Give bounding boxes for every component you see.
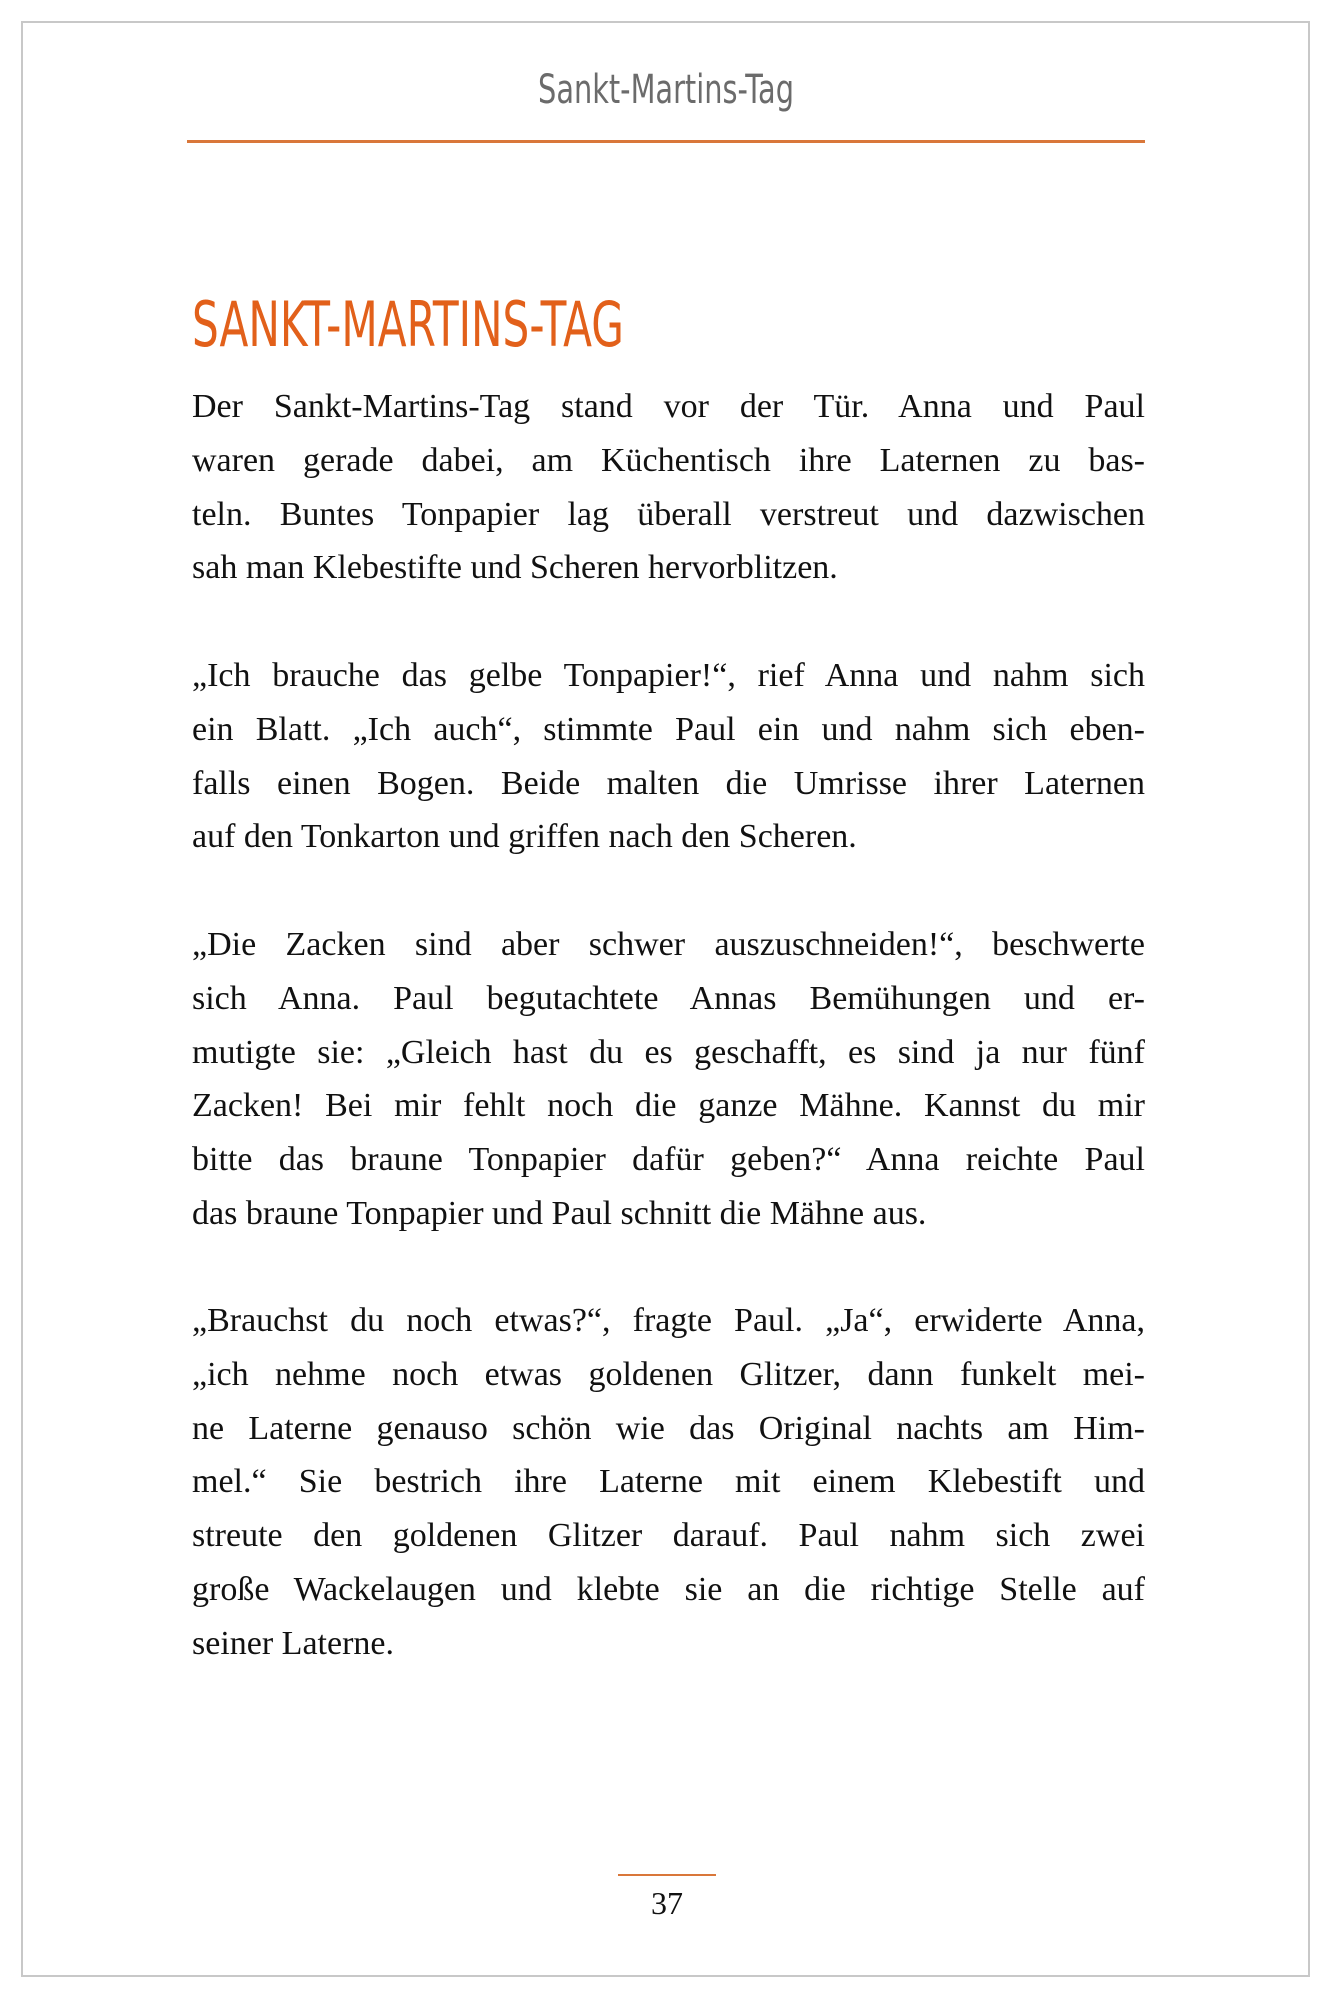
text-line: auf den Tonkarton und griffen nach den Scheren. bbox=[192, 818, 857, 856]
header-rule bbox=[187, 140, 1145, 143]
text-line: „Ich brauche das gelbe Tonpapier!“, rief Anna und nahm sich bbox=[192, 657, 1145, 694]
text-line: seiner Laterne. bbox=[192, 1624, 394, 1662]
text-line: „Die Zacken sind aber schwer auszuschneiden!“, beschwerte bbox=[192, 926, 1145, 963]
text-line: große Wackelaugen und klebte sie an die richtige Stelle auf bbox=[192, 1570, 1145, 1608]
running-head: Sankt-Martins-Tag bbox=[538, 67, 794, 113]
text-line: waren gerade dabei, am Küchentisch ihre Laternen zu bas- bbox=[192, 441, 1145, 479]
text-line: falls einen Bogen. Beide malten die Umrisse ihrer Laternen bbox=[192, 764, 1145, 802]
text-line: sich Anna. Paul begutachtete Annas Bemühungen und er- bbox=[192, 979, 1145, 1017]
text-line: mel.“ Sie bestrich ihre Laterne mit einem Klebestift und bbox=[192, 1463, 1145, 1501]
text-line: das braune Tonpapier und Paul schnitt die Mähne aus. bbox=[192, 1194, 927, 1232]
footer-rule bbox=[618, 1874, 716, 1876]
text-line: teln. Buntes Tonpapier lag überall verstreut und dazwischen bbox=[192, 495, 1145, 533]
paragraph-2 bbox=[192, 649, 1145, 864]
paragraph-3 bbox=[192, 918, 1145, 1241]
text-line: ein Blatt. „Ich auch“, stimmte Paul ein und nahm sich eben- bbox=[192, 710, 1145, 748]
text-line: Zacken! Bei mir fehlt noch die ganze Mähne. Kannst du mir bbox=[192, 1087, 1145, 1125]
page-number: 37 bbox=[651, 1885, 683, 1921]
text-line: ne Laterne genauso schön wie das Original nachts am Him- bbox=[192, 1409, 1145, 1447]
text-line: mutigte sie: „Gleich hast du es geschafft, es sind ja nur fünf bbox=[192, 1033, 1145, 1071]
text-line: „Brauchst du noch etwas?“, fragte Paul. „Ja“, erwiderte Anna, bbox=[192, 1302, 1145, 1339]
chapter-title: SANKT-MARTINS-TAG bbox=[192, 287, 624, 361]
text-line: streute den goldenen Glitzer darauf. Paul nahm sich zwei bbox=[192, 1517, 1145, 1555]
text-line: sah man Klebestifte und Scheren hervorblitzen. bbox=[192, 549, 838, 587]
paragraph-4 bbox=[192, 1294, 1145, 1671]
text-line: bitte das braune Tonpapier dafür geben?“ Anna reichte Paul bbox=[192, 1141, 1145, 1179]
paragraph-1 bbox=[192, 380, 1145, 595]
text-line: Der Sankt-Martins-Tag stand vor der Tür. Anna und Paul bbox=[192, 388, 1145, 425]
text-line: „ich nehme noch etwas goldenen Glitzer, dann funkelt mei- bbox=[192, 1355, 1145, 1393]
